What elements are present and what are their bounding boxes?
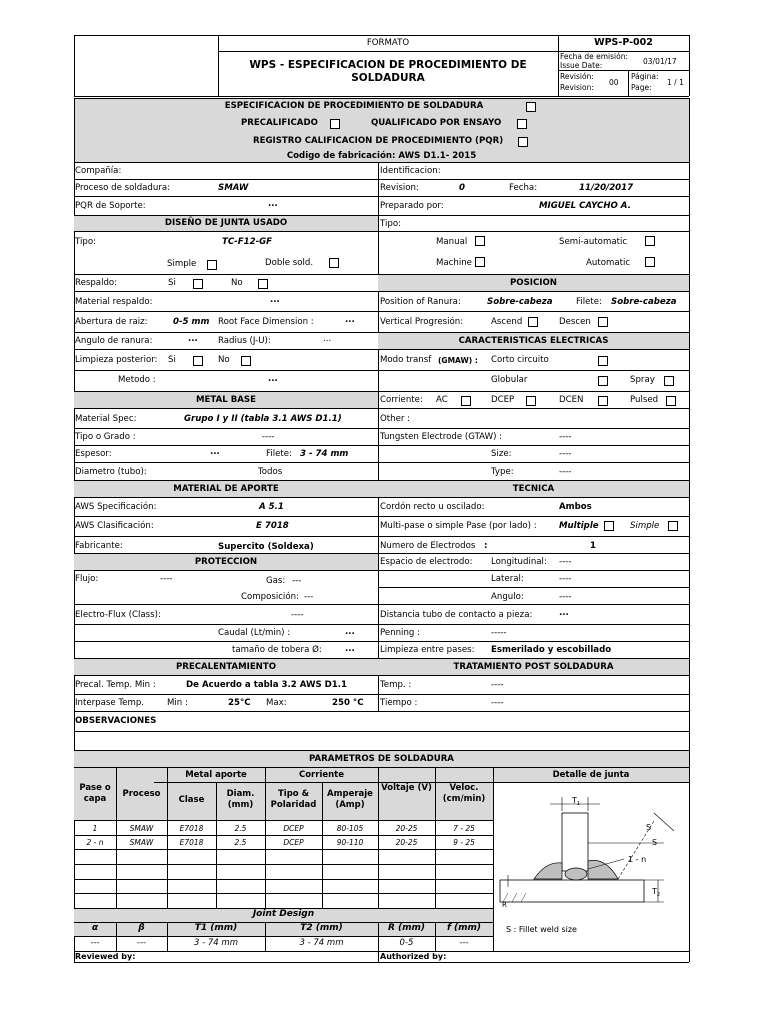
material-aporte-heading: MATERIAL DE APORTE — [173, 484, 279, 494]
revision-value: 00 — [609, 78, 619, 87]
position-filete-value: Sobre-cabeza — [611, 297, 677, 307]
gmaw-label: (GMAW) : — [438, 356, 478, 365]
col-diam: Diam. (mm) — [226, 789, 255, 810]
pulsed-checkbox[interactable] — [666, 396, 676, 406]
filete-label: Filete: — [266, 449, 292, 459]
col-proceso: Proceso — [122, 789, 161, 799]
machine-checkbox[interactable] — [475, 257, 485, 267]
col-metal-aporte: Metal aporte — [185, 770, 247, 780]
revision-label: Revision: — [380, 183, 419, 193]
limpieza-si-label: Si — [168, 355, 176, 365]
automatic-checkbox[interactable] — [645, 257, 655, 267]
col-tipo-polaridad: Tipo & Polaridad — [270, 789, 317, 810]
respaldo-label: Respaldo: — [75, 278, 118, 288]
root-face-value: ... — [345, 315, 355, 325]
ascend-label: Ascend — [491, 317, 523, 327]
penning-label: Penning : — [380, 628, 420, 638]
position-ranura-value: Sobre-cabeza — [487, 297, 553, 307]
posicion-heading: POSICION — [510, 278, 557, 288]
material-spec-value: Grupo I y II (tabla 3.1 AWS D1.1) — [184, 414, 342, 424]
pqr-soporte-label: PQR de Soporte: — [75, 201, 146, 211]
interpase-max-value: 250 °C — [332, 698, 364, 708]
joint-detail-diagram — [494, 783, 689, 918]
multiple-label: Multiple — [559, 521, 599, 531]
multiple-checkbox[interactable] — [604, 521, 614, 531]
electroflux-value: ---- — [291, 610, 304, 620]
observaciones-label: OBSERVACIONES — [75, 716, 157, 726]
num-electrodos-value: 1 — [590, 541, 596, 551]
aws-spec-label: AWS Specificación: — [75, 502, 157, 512]
angulo-electrodo-label: Angulo: — [491, 592, 524, 602]
limpieza-no-label: No — [218, 355, 230, 365]
flujo-label: Flujo: — [75, 574, 99, 584]
authorized-by-label: Authorized by: — [380, 952, 447, 961]
pagina-label-es: Página: — [631, 72, 659, 81]
fillet-weld-note: S : Fillet weld size — [506, 925, 577, 934]
lateral-value: ---- — [559, 574, 572, 584]
fabricante-label: Fabricante: — [75, 541, 123, 551]
tungsten-label: Tungsten Electrode (GTAW) : — [380, 432, 503, 442]
col-amperaje: Amperaje (Amp) — [327, 789, 373, 810]
material-respaldo-value: ... — [270, 295, 280, 305]
espesor-value: ... — [210, 447, 220, 457]
temp-label: Temp. : — [380, 680, 412, 690]
multipase-label: Multi-pase o simple Pase (por lado) : — [380, 521, 537, 531]
corto-circuito-checkbox[interactable] — [598, 356, 608, 366]
respaldo-no-label: No — [231, 278, 243, 288]
issue-date-value: 03/01/17 — [643, 57, 677, 66]
angulo-electrodo-value: ---- — [559, 592, 572, 602]
tipo-grado-label: Tipo o Grado : — [75, 432, 136, 442]
tiempo-label: Tiempo : — [380, 698, 418, 708]
globular-checkbox[interactable] — [598, 376, 608, 386]
limpieza-entre-pases-value: Esmerilado y escobillado — [491, 645, 612, 655]
parametros-heading: PARAMETROS DE SOLDADURA — [309, 754, 454, 764]
type-label: Type: — [491, 467, 514, 477]
col-veloc: Veloc. (cm/min) — [442, 783, 486, 804]
descen-checkbox[interactable] — [598, 317, 608, 327]
longitudinal-label: Longitudinal: — [491, 557, 547, 567]
material-respaldo-label: Material respaldo: — [75, 297, 153, 307]
passes-label: 1 - n — [628, 855, 647, 864]
tipo-label: Tipo: — [75, 237, 96, 247]
respaldo-si-checkbox[interactable] — [193, 279, 203, 289]
detalle-junta-heading: Detalle de junta — [552, 770, 630, 780]
modo-transf-label: Modo transf — [380, 355, 432, 365]
preparado-label: Preparado por: — [380, 201, 444, 211]
interpase-min-label: Min : — [167, 698, 188, 708]
s-label: S — [646, 823, 652, 832]
tipo-value: TC-F12-GF — [222, 237, 273, 247]
jd-t1-value: 3 - 74 mm — [194, 938, 238, 948]
col-voltaje: Voltaje (V) — [381, 783, 432, 793]
qualificado-checkbox[interactable] — [517, 119, 527, 129]
espacio-electrodo-label: Espacio de electrodo: — [380, 557, 473, 567]
limpieza-posterior-label: Limpieza posterior: — [75, 355, 158, 365]
jd-alpha-header: α — [91, 923, 99, 933]
automatic-label: Automatic — [586, 258, 631, 268]
col-corriente: Corriente — [298, 770, 345, 780]
position-ranura-label: Position of Ranura: — [380, 297, 461, 307]
joint-design-heading: Joint Design — [252, 909, 315, 919]
dcen-checkbox[interactable] — [598, 396, 608, 406]
doble-checkbox[interactable] — [329, 258, 339, 268]
jd-r-header: R (mm) — [387, 923, 426, 933]
spray-checkbox[interactable] — [664, 376, 674, 386]
fecha-label: Fecha: — [509, 183, 538, 193]
jd-alpha-value: --- — [90, 938, 100, 948]
interpase-label: Interpase Temp. — [75, 698, 145, 708]
revision-label-es: Revisión: — [560, 72, 594, 81]
composicion-value: --- — [304, 592, 314, 602]
gas-label: Gas: — [266, 576, 286, 586]
jd-t2-header: T2 (mm) — [300, 923, 343, 933]
espesor-label: Espesor: — [75, 449, 112, 459]
aws-clas-value: E 7018 — [256, 521, 289, 531]
diseno-junta-heading: DISEÑO DE JUNTA USADO — [164, 218, 288, 228]
limpieza-si-checkbox[interactable] — [193, 356, 203, 366]
jd-r-value: 0-5 — [399, 938, 414, 948]
dcen-label: DCEN — [559, 395, 584, 405]
type-value: ---- — [559, 467, 572, 477]
pqr-label: REGISTRO CALIFICACION DE PROCEDIMIENTO (PQR) — [253, 136, 504, 146]
limpieza-entre-pases-label: Limpieza entre pases: — [380, 645, 475, 655]
distancia-value: ... — [559, 608, 569, 618]
jd-t2-value: 3 - 74 mm — [299, 938, 344, 948]
simple-pase-checkbox[interactable] — [668, 521, 678, 531]
precalificado-checkbox[interactable] — [330, 119, 340, 129]
precal-min-label: Precal. Temp. Min : — [75, 680, 156, 690]
col-clase: Clase — [178, 795, 205, 805]
caudal-value: ... — [345, 627, 355, 637]
composicion-label: Composición: — [241, 592, 299, 602]
size-value: ---- — [559, 449, 572, 459]
proceso-label: Proceso de soldadura: — [75, 183, 171, 193]
corriente-label: Corriente: — [380, 395, 423, 405]
r-label: R — [502, 901, 507, 909]
tobera-value: ... — [345, 644, 355, 654]
respaldo-si-label: Si — [168, 278, 176, 288]
jd-beta-value: --- — [136, 938, 147, 948]
manual-checkbox[interactable] — [475, 236, 485, 246]
pqr-soporte-value: ... — [268, 199, 278, 209]
preparado-value: MIGUEL CAYCHO A. — [539, 201, 631, 211]
size-label: Size: — [491, 449, 512, 459]
penning-value: ----- — [491, 628, 507, 638]
tiempo-value: ---- — [491, 698, 504, 708]
proceso-value: SMAW — [218, 183, 249, 193]
corto-circuito-label: Corto circuito — [491, 355, 549, 365]
document-title-line1: WPS - ESPECIFICACION DE PROCEDIMIENTO DE — [249, 59, 527, 71]
identificacion-label: Identificacion: — [380, 166, 441, 176]
jd-f-header: f (mm) — [446, 923, 482, 933]
temp-value: ---- — [491, 680, 504, 690]
precal-min-value: De Acuerdo a tabla 3.2 AWS D1.1 — [186, 680, 348, 690]
spray-label: Spray — [630, 375, 655, 385]
material-spec-label: Material Spec: — [75, 414, 137, 424]
doble-label: Doble sold. — [265, 258, 314, 268]
flujo-value: ---- — [160, 574, 173, 584]
qualificado-label: QUALIFICADO POR ENSAYO — [371, 118, 502, 128]
proteccion-heading: PROTECCION — [194, 557, 258, 567]
other-label: Other : — [380, 414, 411, 424]
t2-label: $T_2$ — [652, 887, 661, 898]
descen-label: Descen — [559, 317, 591, 327]
electroflux-label: Electro-Flux (Class): — [75, 610, 161, 620]
spec-checkbox[interactable] — [526, 102, 536, 112]
reviewed-by-label: Reviewed by: — [75, 952, 136, 961]
caudal-label: Caudal (Lt/min) : — [218, 628, 291, 638]
document-title-line2: SOLDADURA — [351, 72, 425, 84]
lateral-label: Lateral: — [491, 574, 524, 584]
gas-value: --- — [292, 576, 302, 586]
compania-label: Compañía: — [75, 166, 122, 176]
distancia-label: Distancia tubo de contacto a pieza: — [380, 610, 533, 620]
position-filete-label: Filete: — [576, 297, 602, 307]
limpieza-no-checkbox[interactable] — [241, 356, 251, 366]
tecnica-heading: TECNICA — [512, 484, 555, 494]
radius-value: ... — [323, 334, 332, 344]
formato-label: FORMATO — [366, 38, 410, 48]
manual-label: Manual — [436, 237, 468, 247]
simple-label: Simple — [167, 259, 197, 269]
page-label-en: Page: — [631, 83, 652, 92]
document-code: WPS-P-002 — [594, 37, 653, 48]
abertura-value: 0-5 mm — [173, 317, 210, 327]
filete-value: 3 - 74 mm — [300, 449, 349, 459]
metal-base-heading: METAL BASE — [196, 395, 256, 405]
dcep-checkbox[interactable] — [526, 396, 536, 406]
simple-pase-label: Simple — [630, 521, 660, 531]
s-label-lower: S — [652, 838, 658, 847]
abertura-label: Abertura de raiz: — [75, 317, 148, 327]
cordon-label: Cordón recto u oscilado: — [380, 502, 485, 512]
metodo-label: Metodo : — [118, 375, 156, 385]
root-face-label: Root Face Dimension : — [218, 317, 314, 327]
spec-title: ESPECIFICACION DE PROCEDIMIENTO DE SOLDADURA — [224, 101, 484, 111]
respaldo-no-checkbox[interactable] — [258, 279, 268, 289]
metodo-value: ... — [268, 374, 278, 384]
radius-label: Radius (J-U): — [218, 336, 271, 346]
ac-label: AC — [436, 395, 448, 405]
jd-beta-header: β — [138, 923, 145, 933]
tobera-label: tamaño de tobera Ø: — [232, 645, 322, 655]
vertical-progresion-label: Vertical Progresión: — [380, 317, 464, 327]
pqr-checkbox[interactable] — [518, 137, 528, 147]
tratamiento-heading: TRATAMIENTO POST SOLDADURA — [453, 662, 614, 672]
angulo-ranura-value: ... — [188, 334, 198, 344]
diametro-label: Diametro (tubo): — [75, 467, 147, 477]
tungsten-value: ---- — [559, 432, 572, 442]
jd-f-value: --- — [459, 938, 469, 948]
semi-automatic-label: Semi-automatic — [559, 237, 628, 247]
aws-spec-value: A 5.1 — [259, 502, 284, 512]
fecha-emision-label: Fecha de emisión: — [560, 52, 628, 61]
aws-clas-label: AWS Clasificación: — [75, 521, 154, 531]
machine-label: Machine — [436, 258, 472, 268]
semi-automatic-checkbox[interactable] — [645, 236, 655, 246]
ascend-checkbox[interactable] — [528, 317, 538, 327]
precalentamiento-heading: PRECALENTAMIENTO — [175, 662, 277, 672]
simple-checkbox[interactable] — [207, 260, 217, 270]
interpase-max-label: Max: — [266, 698, 287, 708]
num-electrodos-label: Numero de Electrodos — [380, 541, 476, 551]
diametro-value: Todos — [258, 467, 283, 477]
col-pase: Pase o capa — [79, 783, 111, 804]
tipo-grado-value: ---- — [262, 432, 275, 442]
longitudinal-value: ---- — [559, 557, 572, 567]
angulo-ranura-label: Angulo de ranura: — [75, 336, 153, 346]
jd-t1-header: T1 (mm) — [194, 923, 238, 933]
t1-label: $T_1$ — [572, 796, 581, 807]
issue-date-label: Issue Date: — [560, 61, 603, 70]
globular-label: Globular — [491, 375, 528, 385]
caracteristicas-heading: CARACTERISTICAS ELECTRICAS — [458, 336, 609, 346]
precalificado-label: PRECALIFICADO — [241, 118, 318, 128]
fecha-value: 11/20/2017 — [579, 183, 634, 193]
revision-label-en: Revision: — [560, 83, 594, 92]
dcep-label: DCEP — [491, 395, 515, 405]
ac-checkbox[interactable] — [461, 396, 471, 406]
pulsed-label: Pulsed — [630, 395, 659, 405]
revision-value: 0 — [459, 183, 465, 193]
cordon-value: Ambos — [559, 502, 592, 512]
page-value: 1 / 1 — [667, 78, 684, 87]
codigo-fabricacion: Codigo de fabricación: AWS D1.1- 2015 — [286, 151, 477, 161]
fabricante-value: Supercito (Soldexa) — [218, 542, 314, 552]
interpase-min-value: 25°C — [228, 698, 251, 708]
tipo-right-label: Tipo: — [380, 219, 401, 229]
